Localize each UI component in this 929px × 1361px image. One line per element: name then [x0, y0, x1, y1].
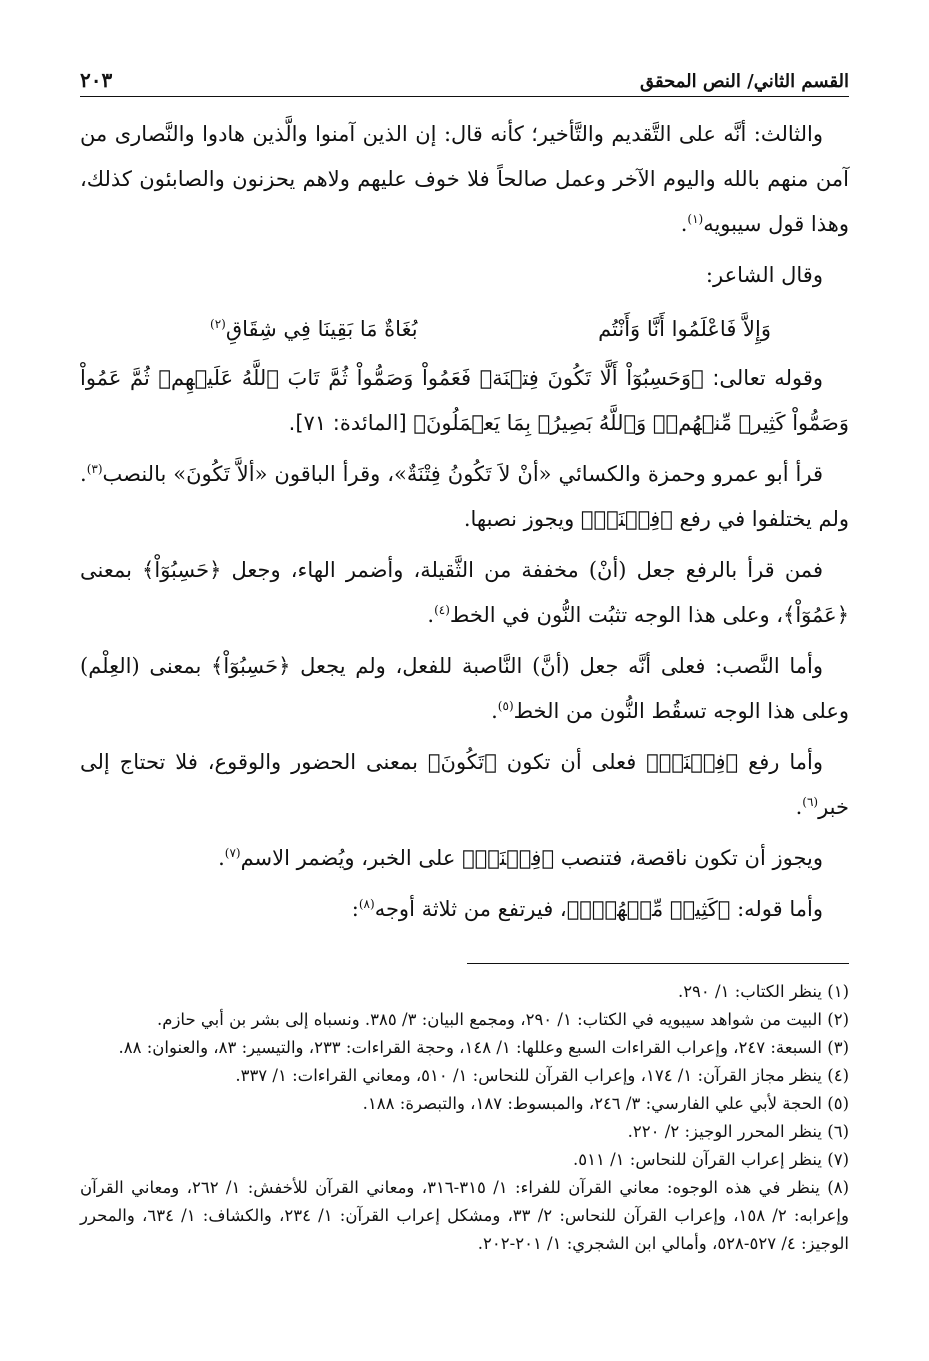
footnote-6: (٦) ينظر المحرر الوجيز: ٢/ ٢٢٠. — [627, 1122, 849, 1141]
footnote-ref-8[interactable]: (٨) — [358, 897, 375, 911]
footnote-ref-5[interactable]: (٥) — [497, 699, 514, 713]
footnote-8: (٨) ينظر في هذه الوجوه: معاني القرآن للفراء: ١/ ٣١٥-٣١٦، ومعاني القرآن للأخفش: ١/ ٢٦٢، ومعاني القرآن وإعرابه: ٢/ ١٥٨، وإعراب القرآن للنحاس: ٢/ ٣٣، ومشكل إعراب القرآن: ١/ ٢٣٤، والكشاف: ١/ ٦٣٤، والمحرر الوجيز: ٤/ ٥٢٧-٥٢٨، وأمالي ابن الشجري: ١/ ٢٠١-٢٠٢. — [80, 1178, 850, 1253]
footnote-separator — [467, 963, 849, 964]
poet-intro: وقال الشاعر: — [705, 263, 823, 287]
footnote-3: (٣) السبعة: ٢٤٧، وإعراب القراءات السبع وعللها: ١/ ١٤٨، وحجة القراءات: ٢٣٣، والتيسير: ٨٣، والعنوان: ٨٨. — [118, 1038, 849, 1057]
footnote-4: (٤) ينظر مجاز القرآن: ١/ ١٧٤، وإعراب القرآن للنحاس: ١/ ٥١٠، ومعاني القراءات: ١/ ٣٣٧. — [235, 1066, 849, 1085]
footnote-ref-2[interactable]: (٢) — [210, 317, 226, 331]
paragraph-nasb: وأما النَّصب: فعلى أنَّه جعل (أنَّ) النَّاصبة للفعل، ولم يجعل ﴿حَسِبُوٓاْ﴾ بمعنى (العِلْم) وعلى هذا الوجه تسقُط النُّون من الخط$^{(٥)}$. — [80, 654, 849, 723]
footnote-ref-7[interactable]: (٧) — [224, 846, 241, 860]
poetry-verse — [80, 304, 849, 354]
verse-second-hemistich: بُغَاةٌ مَا بَقِينَا فِي شِقَاقِ$^{(٢)}$ — [210, 317, 418, 341]
footnote-ref-6[interactable]: (٦) — [802, 795, 819, 809]
section-title: القسم الثاني/ النص المحقق — [639, 71, 849, 92]
footnotes — [80, 978, 849, 1258]
footnote-7: (٧) ينظر إعراب القرآن للنحاس: ١/ ٥١١. — [573, 1150, 849, 1169]
footnote-1: (١) ينظر الكتاب: ١/ ٢٩٠. — [677, 982, 849, 1001]
verse-first-hemistich: وَإِلاَّ فَاعْلَمُوا أَنَّا وَأَنْتُم — [598, 317, 771, 341]
footnote-ref-1[interactable]: (١) — [687, 212, 704, 226]
footnote-ref-3[interactable]: (٣) — [86, 462, 103, 476]
footnote-5: (٥) الحجة لأبي علي الفارسي: ٣/ ٢٤٦، والمبسوط: ١٨٧، والتبصرة: ١٨٨. — [362, 1094, 849, 1113]
paragraph-raf: فمن قرأ بالرفع جعل (أنْ) مخففة من الثَّقيلة، وأضمر الهاء، وجعل ﴿حَسِبُوٓاْ﴾ بمعنى ﴿عَمُوٓاْ﴾، وعلى هذا الوجه تثبُت النُّون في الخط$^{(٤)}$. — [80, 558, 849, 627]
footnote-ref-4[interactable]: (٤) — [434, 603, 450, 617]
main-text — [80, 112, 849, 938]
paragraph-fitna-raf: وأما رفع ﴿فِتۡنَةٞ﴾ فعلى أن تكون ﴿تَكُونَ﴾ بمعنى الحضور والوقوع، فلا تحتاج إلى خبر$^{(٦)}$. — [80, 750, 849, 819]
paragraph-kathir: وأما قوله: ﴿كَثِيرٞ مِّنۡهُمۡۚ﴾، فيرتفع من ثلاثة أوجه$^{(٨)}$: — [351, 897, 823, 921]
page-number: ٢٠٣ — [80, 68, 113, 92]
quran-verse-paragraph: وقوله تعالى: ﴿وَحَسِبُوٓاْ أَلَّا تَكُونَ فِتۡنَةٞ فَعَمُواْ وَصَمُّواْ ثُمَّ تَابَ ٱللَّهُ عَلَيۡهِمۡ ثُمَّ عَمُواْ وَصَمُّواْ كَثِيرٞ مِّنۡهُمۡۚ وَٱللَّهُ بَصِيرُۢ بِمَا يَعۡمَلُونَ﴾ [المائدة: ٧١]. — [80, 366, 849, 435]
paragraph-naqisa: ويجوز أن تكون ناقصة، فتنصب ﴿فِتۡنَةٞ﴾ على الخبر، ويُضمر الاسم$^{(٧)}$. — [218, 846, 823, 870]
paragraph-third-view: والثالث: أنَّه على التَّقديم والتَّأخير؛ كأنه قال: إن الذين آمنوا والَّذين هادوا والنَّصارى من آمن منهم بالله واليوم الآخر وعمل صالحاً فلا خوف عليهم ولاهم يحزنون والصابئون كذلك، وهذا قول سيبويه$^{(١)}$. — [80, 122, 849, 236]
running-header — [80, 58, 849, 97]
footnote-2: (٢) البيت من شواهد سيبويه في الكتاب: ١/ ٢٩٠، ومجمع البيان: ٣/ ٣٨٥. ونسباه إلى بشر بن أبي حازم. — [157, 1010, 849, 1029]
paragraph-readings: قرأ أبو عمرو وحمزة والكسائي «أنْ لاَ تَكُونُ فِتْنَةٌ»، وقرأ الباقون «ألاَّ تَكُونَ» بالنصب$^{(٣)}$. ولم يختلفوا في رفع ﴿فِتۡنَةٞ﴾ ويجوز نصبها. — [80, 462, 849, 531]
